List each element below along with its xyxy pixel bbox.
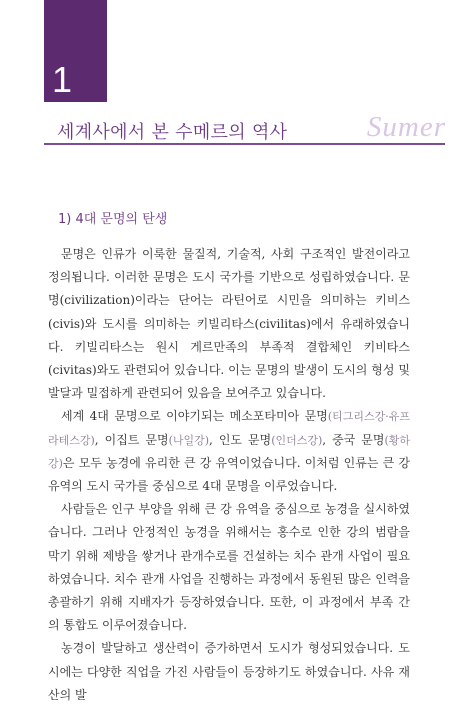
chapter-title: 세계사에서 본 수메르의 역사 <box>57 122 288 143</box>
paragraph-4: 농경이 발달하고 생산력이 증가하면서 도시가 형성되었습니다. 도시에는 다양한 직업을 가진 사람들이 등장하기도 하였습니다. 사유 재산의 발 <box>48 641 411 702</box>
paragraph-2-note: (나일강) <box>168 433 210 447</box>
paragraph-2-text: , 중국 문명 <box>322 432 385 447</box>
paragraph-2-note: (인더스강) <box>271 433 323 447</box>
section-heading: 1) 4대 문명의 탄생 <box>58 212 168 227</box>
paragraph-2-text: 은 모두 농경에 유리한 큰 강 유역이었습니다. 이처럼 인류는 큰 강 유역의 도시 국가를 중심으로 4대 문명을 이루었습니다. <box>48 455 410 494</box>
paragraph-2 <box>48 405 410 498</box>
paragraph-3: 사람들은 인구 부양을 위해 큰 강 유역을 중심으로 농경을 실시하였습니다. 그러나 안정적인 농경을 위해서는 홍수로 인한 강의 범람을 막기 위해 제방을 쌓거나 관개수로를 건설하는 치수 관개 사업이 필요하였습니다. 치수 관개 사업을 진행하는 과정에서 동원된 많은 인력을 총괄하기 위해 지배자가 등장하였습니다. 또한, 이 과정에서 부족 간의 통합도 이루어졌습니다. <box>48 502 410 633</box>
paragraph-2-text: , 인도 문명 <box>209 432 272 447</box>
title-divider <box>44 143 445 145</box>
paragraph-1: 문명은 인류가 이룩한 물질적, 기술적, 사회 구조적인 발전이라고 정의됩니다. 이러한 문명은 도시 국가를 기반으로 성립하였습니다. 문명(civilization)이라는 단어는 라틴어로 시민을 의미하는 키비스(civis)와 도시를 의미하는 키빌리타스(civilitas)에서 유래하였습니다. 키빌리타스는 원시 게르만족의 부족적 결합체인 키비타스(civitas)와도 관련되어 있습니다. 이는 문명의 발생이 도시의 형성 및 발달과 밀접하게 관련되어 있음을 보여주고 있습니다. <box>48 247 410 401</box>
paragraph-2-note: (황하강) <box>48 433 411 470</box>
paragraph-2-text: , 이집트 문명 <box>94 432 169 447</box>
body-text <box>48 243 410 707</box>
chapter-number: 1 <box>52 59 73 100</box>
paragraph-2-note: (티그리스강·유프라테스강) <box>48 410 410 447</box>
chapter-tag-watermark: Sumer <box>366 111 446 143</box>
paragraph-2-text: 세계 4대 문명으로 이야기되는 메소포타미아 문명 <box>61 409 328 424</box>
